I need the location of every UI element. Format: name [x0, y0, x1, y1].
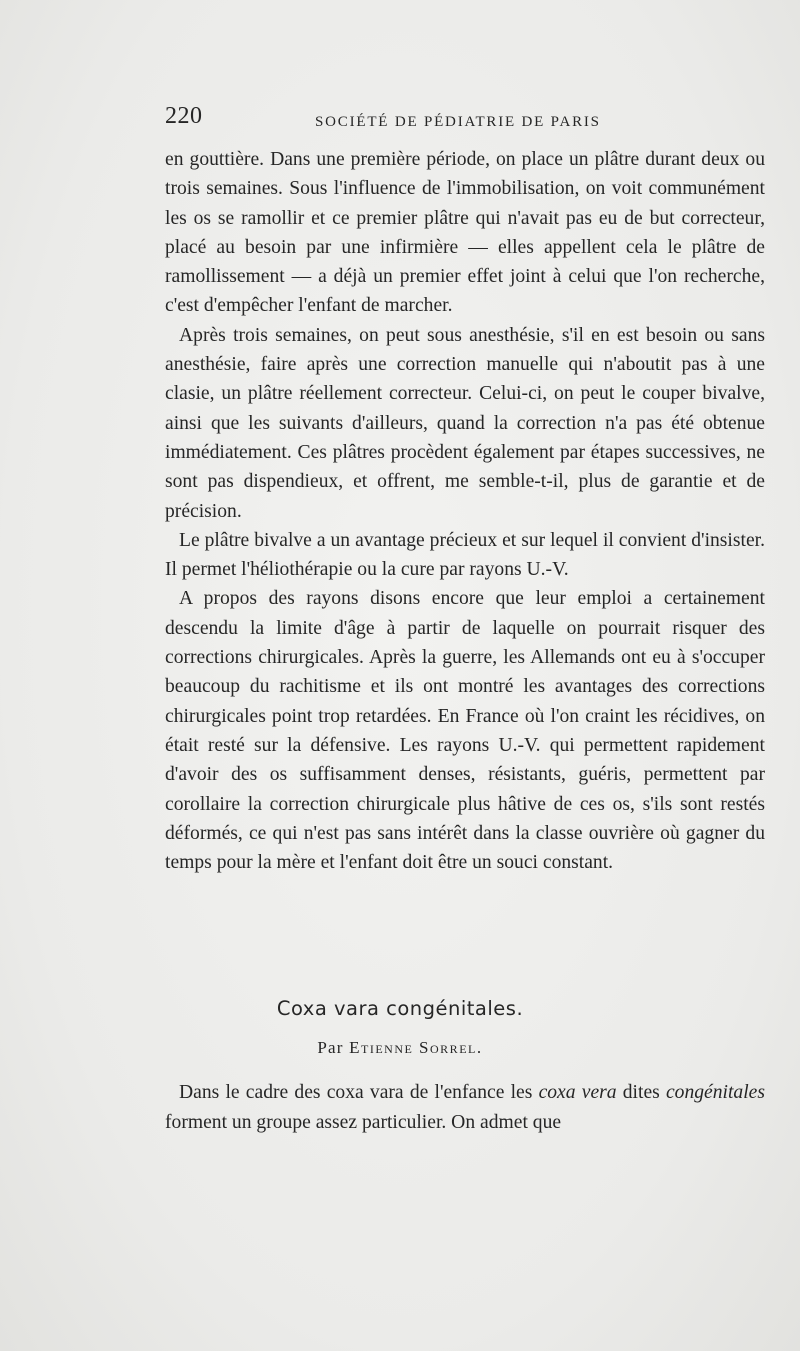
article-body: [165, 1078, 765, 1138]
running-head: SOCIÉTÉ DE PÉDIATRIE DE PARIS: [315, 114, 601, 130]
italic-term: coxa vera: [538, 1082, 617, 1103]
paragraph: [165, 1078, 765, 1138]
text-run: Dans le cadre des coxa vara de l'enfance les: [179, 1082, 539, 1103]
text-run: forment un groupe assez particulier. On admet que: [165, 1112, 562, 1133]
text-run: dites: [616, 1082, 666, 1103]
page-number: 220: [165, 103, 203, 129]
author-name: Etienne Sorrel.: [349, 1038, 483, 1057]
article-title: Coxa vara congénitales.: [276, 997, 524, 1020]
paragraph: Après trois semaines, on peut sous anesthésie, s'il en est besoin ou sans anesthésie, faire après une correction manuelle qui n'aboutit pas à une clasie, un plâtre réellement correcteur. Celui-ci, on peut le couper bivalve, ainsi que les suivants d'ailleurs, quand la correction n'a pas été obtenue immédiatement. Ces plâtres procèdent également par étapes successives, ne sont pas dispendieux, et offrent, me semble-t-il, plus de garantie et de précision.: [165, 324, 765, 522]
paragraph: Le plâtre bivalve a un avantage précieux et sur lequel il convient d'insister. Il permet l'héliothérapie ou la cure par rayons U.-V.: [165, 529, 765, 581]
paragraph: A propos des rayons disons encore que leur emploi a certainement descendu la limite d'âge à partir de laquelle on pourrait risquer des corrections chirurgicales. Après la guerre, les Allemands ont eu à s'occuper beaucoup du rachitisme et ils ont montré les avantages des corrections chirurgicales point trop retardées. En France où l'on craint les récidives, on était resté sur la défensive. Les rayons U.-V. qui permettent rapidement d'avoir des os suffisamment denses, résistants, guéris, permettent par corollaire la correction chirurgicale plus hâtive de ces os, s'ils sont restés déformés, ce qui n'est pas sans intérêt dans la classe ouvrière où gagner du temps pour la mère et l'enfant doit être un souci constant.: [165, 588, 765, 874]
author-prefix: Par: [317, 1038, 344, 1057]
italic-term: congénitales: [665, 1082, 765, 1103]
article-author: [0, 1038, 800, 1058]
page-header: [165, 103, 765, 133]
body-text: [165, 145, 765, 877]
paragraph: en gouttière. Dans une première période, on place un plâtre durant deux ou trois semaines. Sous l'influence de l'immobilisation, on voit communément les os se ramollir et ce premier plâtre qui n'avait pas eu de but correcteur, placé au besoin par une infirmière — elles appellent cela le plâtre de ramollissement — a déjà un premier effet joint à celui que l'on recherche, c'est d'empêcher l'enfant de marcher.: [165, 149, 765, 317]
